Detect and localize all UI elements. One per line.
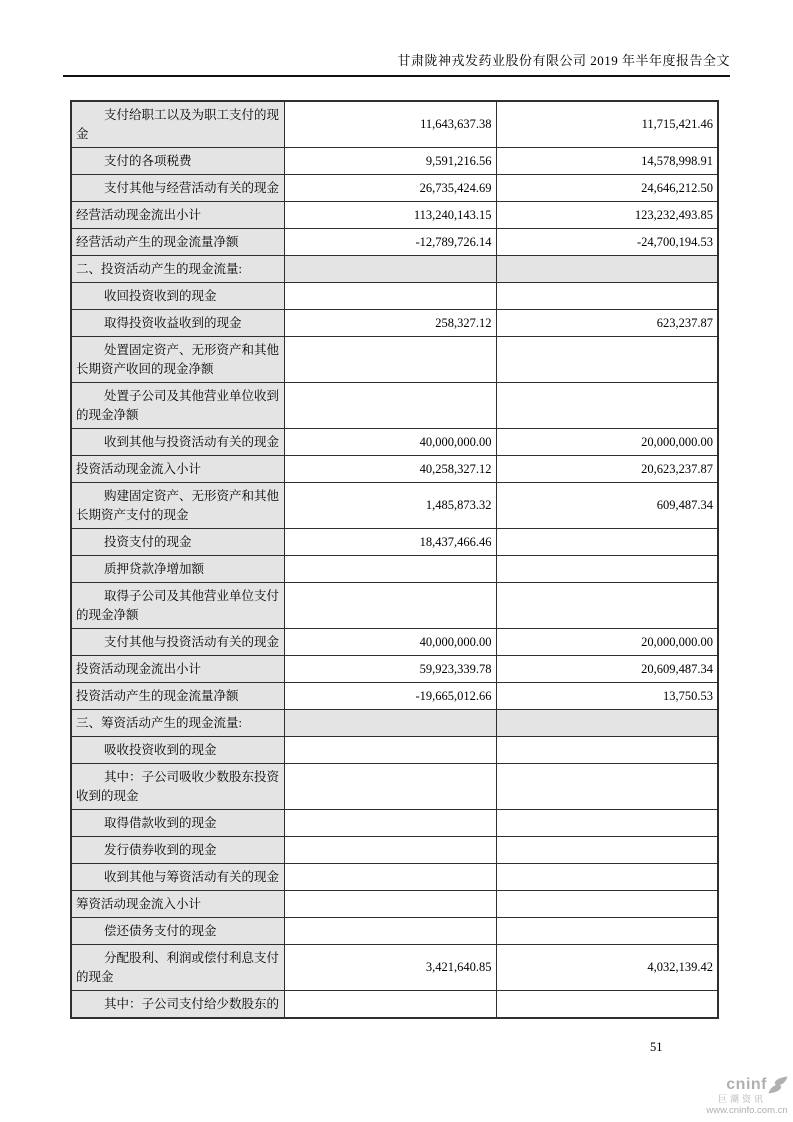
current-period-value <box>284 837 496 864</box>
current-period-value <box>284 556 496 583</box>
table-row <box>71 764 718 810</box>
header-title: 甘肃陇神戎发药业股份有限公司 2019 年半年度报告全文 <box>397 53 730 68</box>
row-label: 吸收投资收到的现金 <box>71 737 284 764</box>
prior-period-value <box>496 864 718 891</box>
prior-period-value: 11,715,421.46 <box>496 101 718 148</box>
row-label: 三、筹资活动产生的现金流量: <box>71 710 284 737</box>
current-period-value: 40,000,000.00 <box>284 629 496 656</box>
row-label: 支付给职工以及为职工支付的现金 <box>71 101 284 148</box>
table-row <box>71 583 718 629</box>
table-row <box>71 337 718 383</box>
prior-period-value: 14,578,998.91 <box>496 148 718 175</box>
prior-period-value <box>496 256 718 283</box>
current-period-value: -19,665,012.66 <box>284 683 496 710</box>
current-period-value <box>284 891 496 918</box>
row-label: 取得子公司及其他营业单位支付的现金净额 <box>71 583 284 629</box>
table-row <box>71 148 718 175</box>
row-label: 购建固定资产、无形资产和其他长期资产支付的现金 <box>71 483 284 529</box>
current-period-value <box>284 918 496 945</box>
table-row <box>71 683 718 710</box>
row-label: 质押贷款净增加额 <box>71 556 284 583</box>
page-number: 51 <box>650 1040 663 1054</box>
current-period-value <box>284 256 496 283</box>
row-label: 其中：子公司吸收少数股东投资收到的现金 <box>71 764 284 810</box>
prior-period-value: 4,032,139.42 <box>496 945 718 991</box>
row-label: 支付其他与投资活动有关的现金 <box>71 629 284 656</box>
current-period-value: 18,437,466.46 <box>284 529 496 556</box>
current-period-value: 11,643,637.38 <box>284 101 496 148</box>
current-period-value: 40,000,000.00 <box>284 429 496 456</box>
prior-period-value: 20,623,237.87 <box>496 456 718 483</box>
prior-period-value: 20,609,487.34 <box>496 656 718 683</box>
prior-period-value <box>496 918 718 945</box>
prior-period-value <box>496 383 718 429</box>
row-label: 投资活动现金流出小计 <box>71 656 284 683</box>
current-period-value: -12,789,726.14 <box>284 229 496 256</box>
prior-period-value <box>496 837 718 864</box>
current-period-value: 1,485,873.32 <box>284 483 496 529</box>
row-label: 经营活动产生的现金流量净额 <box>71 229 284 256</box>
row-label: 分配股利、利润或偿付利息支付的现金 <box>71 945 284 991</box>
table-row <box>71 429 718 456</box>
section-row <box>71 710 718 737</box>
row-label: 处置固定资产、无形资产和其他长期资产收回的现金净额 <box>71 337 284 383</box>
table-row <box>71 656 718 683</box>
prior-period-value: 609,487.34 <box>496 483 718 529</box>
row-label: 收到其他与投资活动有关的现金 <box>71 429 284 456</box>
prior-period-value: 24,646,212.50 <box>496 175 718 202</box>
current-period-value: 26,735,424.69 <box>284 175 496 202</box>
table-row <box>71 918 718 945</box>
table-row <box>71 456 718 483</box>
row-label: 投资活动产生的现金流量净额 <box>71 683 284 710</box>
prior-period-value <box>496 337 718 383</box>
prior-period-value <box>496 710 718 737</box>
current-period-value <box>284 864 496 891</box>
cashflow-table-body <box>71 101 718 1018</box>
current-period-value: 113,240,143.15 <box>284 202 496 229</box>
table-row <box>71 629 718 656</box>
logo-top-row <box>704 1076 790 1094</box>
table-row <box>71 283 718 310</box>
row-label: 二、投资活动产生的现金流量: <box>71 256 284 283</box>
current-period-value <box>284 383 496 429</box>
current-period-value <box>284 737 496 764</box>
table-row <box>71 383 718 429</box>
row-label: 收到其他与筹资活动有关的现金 <box>71 864 284 891</box>
current-period-value: 258,327.12 <box>284 310 496 337</box>
prior-period-value <box>496 810 718 837</box>
table-row <box>71 864 718 891</box>
prior-period-value <box>496 764 718 810</box>
table-row <box>71 310 718 337</box>
prior-period-value <box>496 529 718 556</box>
current-period-value <box>284 283 496 310</box>
current-period-value: 3,421,640.85 <box>284 945 496 991</box>
row-label: 其中：子公司支付给少数股东的 <box>71 991 284 1019</box>
table-row <box>71 737 718 764</box>
prior-period-value: 20,000,000.00 <box>496 629 718 656</box>
current-period-value: 9,591,216.56 <box>284 148 496 175</box>
logo-wordmark: cninf <box>726 1076 767 1094</box>
row-label: 取得投资收益收到的现金 <box>71 310 284 337</box>
logo-url: www.cninfo.com.cn <box>706 1104 788 1116</box>
prior-period-value: 623,237.87 <box>496 310 718 337</box>
section-row <box>71 256 718 283</box>
current-period-value <box>284 583 496 629</box>
row-label: 处置子公司及其他营业单位收到的现金净额 <box>71 383 284 429</box>
current-period-value <box>284 810 496 837</box>
table-row <box>71 810 718 837</box>
table-row <box>71 945 718 991</box>
row-label: 经营活动现金流出小计 <box>71 202 284 229</box>
current-period-value <box>284 764 496 810</box>
cninfo-swirl-icon <box>768 1076 788 1094</box>
cninfo-logo <box>704 1076 790 1116</box>
prior-period-value: 123,232,493.85 <box>496 202 718 229</box>
current-period-value <box>284 991 496 1019</box>
row-label: 发行债券收到的现金 <box>71 837 284 864</box>
prior-period-value <box>496 991 718 1019</box>
prior-period-value: 20,000,000.00 <box>496 429 718 456</box>
cash-flow-statement-table <box>70 100 719 1019</box>
prior-period-value <box>496 283 718 310</box>
row-label: 支付的各项税费 <box>71 148 284 175</box>
logo-subtitle: 巨潮资讯 <box>718 1094 767 1104</box>
row-label: 收回投资收到的现金 <box>71 283 284 310</box>
current-period-value: 59,923,339.78 <box>284 656 496 683</box>
table-row <box>71 483 718 529</box>
table-row <box>71 556 718 583</box>
row-label: 取得借款收到的现金 <box>71 810 284 837</box>
prior-period-value <box>496 583 718 629</box>
row-label: 支付其他与经营活动有关的现金 <box>71 175 284 202</box>
table-row <box>71 101 718 148</box>
prior-period-value <box>496 556 718 583</box>
table-row <box>71 891 718 918</box>
prior-period-value <box>496 737 718 764</box>
table-row <box>71 175 718 202</box>
current-period-value <box>284 337 496 383</box>
row-label: 投资支付的现金 <box>71 529 284 556</box>
current-period-value <box>284 710 496 737</box>
row-label: 偿还债务支付的现金 <box>71 918 284 945</box>
current-period-value: 40,258,327.12 <box>284 456 496 483</box>
table-row <box>71 229 718 256</box>
table-row <box>71 529 718 556</box>
report-header <box>63 50 730 77</box>
table-row <box>71 991 718 1019</box>
table-row <box>71 202 718 229</box>
row-label: 投资活动现金流入小计 <box>71 456 284 483</box>
prior-period-value: -24,700,194.53 <box>496 229 718 256</box>
table-row <box>71 837 718 864</box>
prior-period-value: 13,750.53 <box>496 683 718 710</box>
prior-period-value <box>496 891 718 918</box>
row-label: 筹资活动现金流入小计 <box>71 891 284 918</box>
